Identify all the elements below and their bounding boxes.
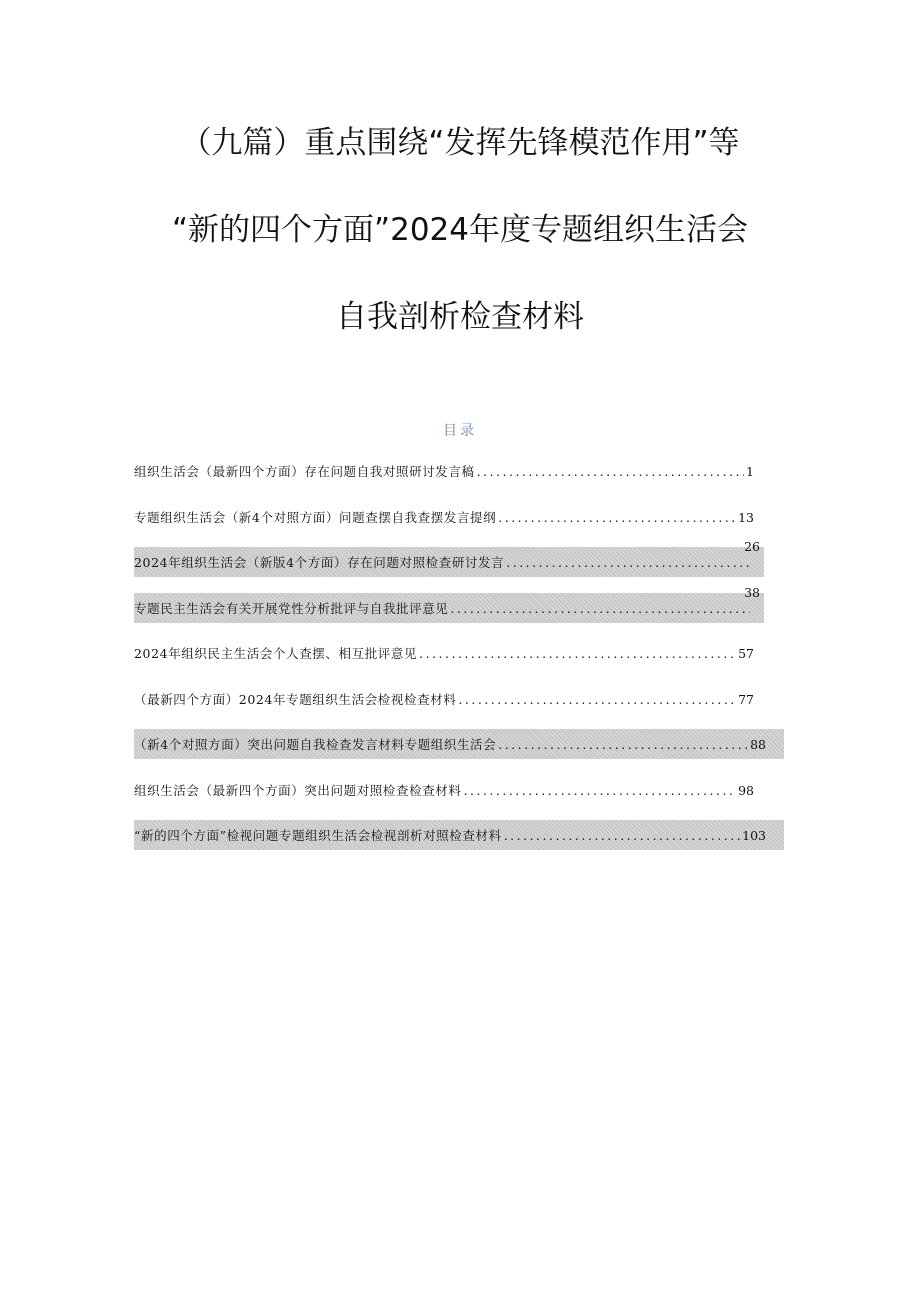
toc-entry-title: 专题民主生活会有关开展党性分析批评与自我批评意见 [134,600,449,616]
toc-entry[interactable] [134,638,784,668]
toc-leader-dots [498,510,736,525]
toc-entry-page: 57 [738,646,754,661]
toc-entry[interactable] [134,775,784,805]
toc-entry-title: “新的四个方面”检视问题专题组织生活会检视剖析对照检查材料 [134,828,502,843]
toc-entry-page: 103 [742,828,766,843]
toc-leader-dots [506,555,750,570]
toc-entry-title: 2024年组织生活会（新版4个方面）存在问题对照检查研讨发言 [134,555,505,570]
toc-entry-highlighted[interactable] [134,584,764,623]
toc-entry-title: （新4个对照方面）突出问题自我检查发言材料专题组织生活会 [134,737,497,752]
toc-entry-highlighted[interactable] [134,539,764,577]
title-line-1: （九篇）重点围绕“发挥先锋模范作用”等 [180,125,740,161]
toc-entry-page: 98 [738,782,754,798]
toc-entry-page: 38 [744,584,760,600]
document-title [0,125,920,389]
toc-leader-dots [419,646,736,661]
toc-entry-highlighted[interactable] [134,729,784,759]
toc-entry-page: 1 [746,464,754,479]
toc-entry-title: 2024年组织民主生活会个人查摆、相互批评意见 [134,646,418,661]
title-line-3: 自我剖析检查材料 [336,299,584,335]
table-of-contents [134,456,784,866]
toc-entry-highlighted[interactable] [134,820,784,850]
toc-entry[interactable] [134,456,784,486]
toc-leader-dots [450,601,750,616]
toc-entry-page: 26 [744,539,760,554]
toc-entry[interactable] [134,502,784,532]
toc-leader-dots [477,464,744,479]
toc-leader-dots [504,828,740,843]
toc-entry-page: 13 [738,509,754,525]
toc-entry-title: （最新四个方面）2024年专题组织生活会检视检查材料 [134,691,457,707]
toc-leader-dots [458,692,736,707]
title-line-2: “新的四个方面”2024年度专题组织生活会 [171,212,748,248]
toc-leader-dots [498,737,748,752]
toc-entry-title: 专题组织生活会（新4个对照方面）问题查摆自我查摆发言提纲 [134,509,497,525]
toc-entry-title: 组织生活会（最新四个方面）突出问题对照检查检查材料 [134,782,462,798]
toc-entry[interactable] [134,684,784,714]
toc-entry-title: 组织生活会（最新四个方面）存在问题自我对照研讨发言稿 [134,464,475,479]
toc-entry-page: 77 [738,691,754,707]
toc-heading: 目录 [443,423,477,439]
toc-leader-dots [464,783,737,798]
toc-entry-page: 88 [750,737,766,752]
